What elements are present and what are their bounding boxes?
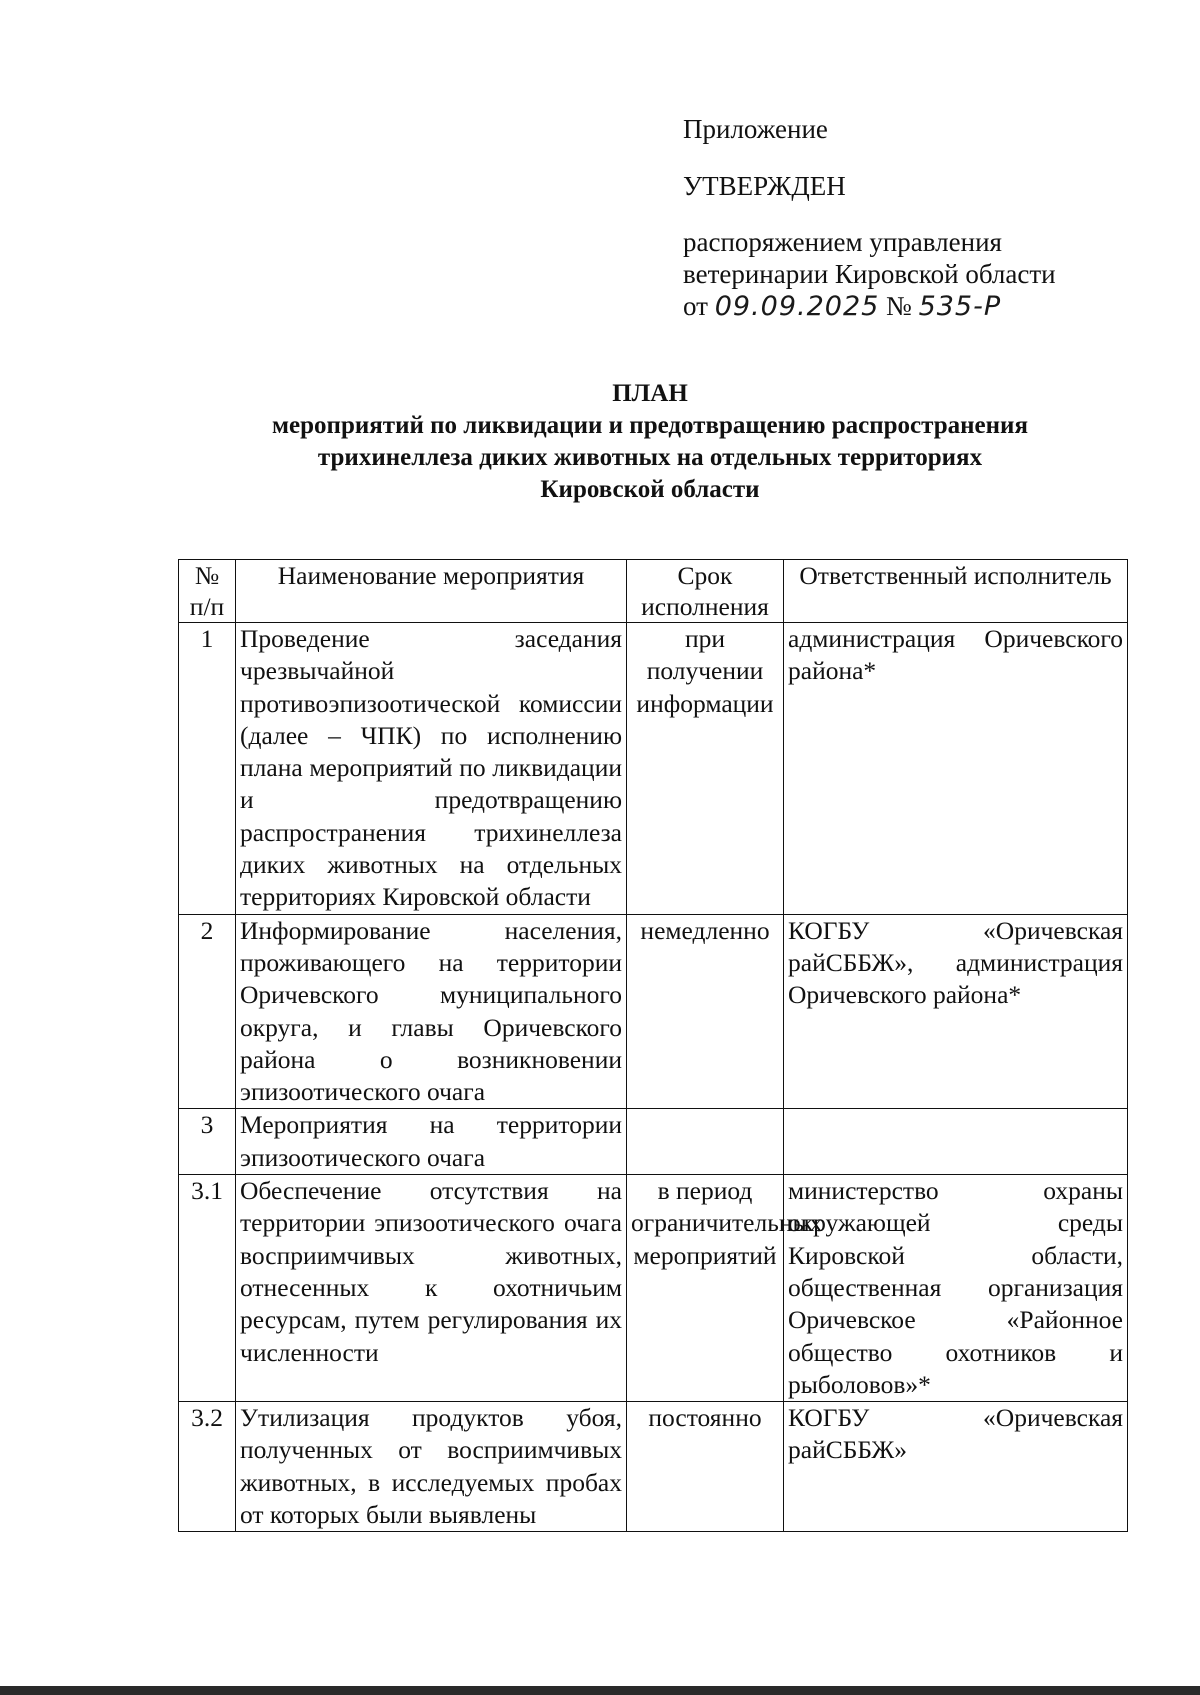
row-responsible: КОГБУ «Оричевская райСББЖ», администрация Оричевского района* bbox=[784, 914, 1128, 1109]
row-term: постоянно bbox=[627, 1402, 784, 1532]
row-num: 3.1 bbox=[179, 1175, 236, 1402]
header-num: № п/п bbox=[179, 560, 236, 623]
table-row bbox=[179, 623, 1128, 915]
number-prefix: № bbox=[886, 291, 912, 321]
row-name: Информирование населения, проживающего на территории Оричевского муниципального округа, и главы Оричевского района о возникновении эпизоотического очага bbox=[236, 914, 627, 1109]
annex-label: Приложение bbox=[683, 114, 828, 144]
approval-date: 09.09.2025 bbox=[714, 291, 880, 322]
row-responsible: администрация Оричевского района* bbox=[784, 623, 1128, 915]
header-term: Срок исполнения bbox=[627, 560, 784, 623]
approved-by-line1: распоряжением управления bbox=[683, 227, 1002, 257]
title-line1: ПЛАН bbox=[612, 380, 688, 407]
row-num: 3.2 bbox=[179, 1402, 236, 1532]
header-name: Наименование мероприятия bbox=[236, 560, 627, 623]
table-header-row bbox=[179, 560, 1128, 623]
approval-number: 535-Р bbox=[918, 291, 1002, 322]
document-title bbox=[150, 378, 1150, 506]
row-term: при получении информации bbox=[627, 623, 784, 915]
row-num: 1 bbox=[179, 623, 236, 915]
row-name: Обеспечение отсутствия на территории эпизоотического очага восприимчивых животных, отнесенных к охотничьим ресурсам, путем регулирования их численности bbox=[236, 1175, 627, 1402]
header-responsible: Ответственный исполнитель bbox=[784, 560, 1128, 623]
approved-label: УТВЕРЖДЕН bbox=[683, 171, 846, 201]
table-row bbox=[179, 1402, 1128, 1532]
row-num: 2 bbox=[179, 914, 236, 1109]
row-term bbox=[627, 1109, 784, 1175]
table-row bbox=[179, 1175, 1128, 1402]
title-line2: мероприятий по ликвидации и предотвращению распространения bbox=[272, 412, 1028, 439]
row-term: в период ограничительных мероприятий bbox=[627, 1175, 784, 1402]
approval-date-line bbox=[683, 290, 1056, 323]
title-line4: Кировской области bbox=[540, 476, 760, 503]
title-line3: трихинеллеза диких животных на отдельных территориях bbox=[317, 444, 983, 471]
page-bottom-edge bbox=[0, 1686, 1200, 1695]
approved-by-line2: ветеринарии Кировской области bbox=[683, 259, 1056, 289]
row-term: немедленно bbox=[627, 914, 784, 1109]
row-responsible: КОГБУ «Оричевская райСББЖ» bbox=[784, 1402, 1128, 1532]
table-row bbox=[179, 1109, 1128, 1175]
table-row bbox=[179, 914, 1128, 1109]
approval-block bbox=[683, 113, 1056, 323]
row-name: Утилизация продуктов убоя, полученных от восприимчивых животных, в исследуемых пробах от которых были выявлены bbox=[236, 1402, 627, 1532]
row-responsible: министерство охраны окружающей среды Кировской области, общественная организация Оричевское «Районное общество охотников и рыболовов»* bbox=[784, 1175, 1128, 1402]
row-name: Мероприятия на территории эпизоотического очага bbox=[236, 1109, 627, 1175]
date-prefix: от bbox=[683, 291, 708, 321]
row-responsible bbox=[784, 1109, 1128, 1175]
row-num: 3 bbox=[179, 1109, 236, 1175]
plan-table bbox=[178, 559, 1128, 1532]
row-name: Проведение заседания чрезвычайной противоэпизоотической комиссии (далее – ЧПК) по исполнению плана мероприятий по ликвидации и предотвращению распространения трихинеллеза диких животных на отдельных территориях Кировской области bbox=[236, 623, 627, 915]
